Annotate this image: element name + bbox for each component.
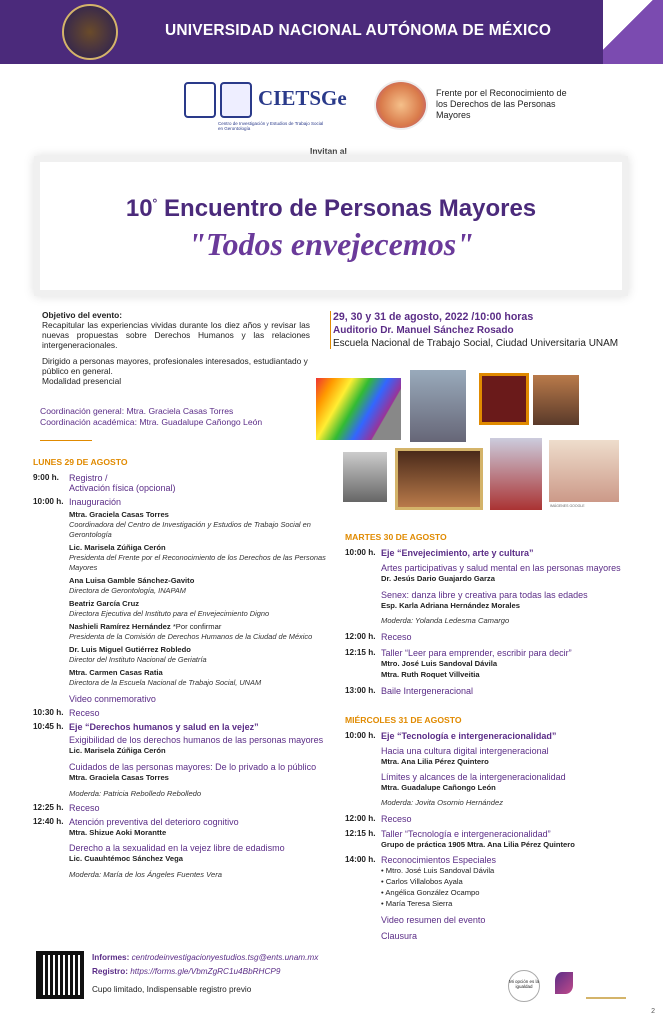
photo-rainbow-flag xyxy=(316,378,401,440)
objective-label: Objetivo del evento: xyxy=(42,310,123,320)
list-item: 13:00 h. Baile Intergeneracional xyxy=(345,686,474,696)
photo-woman-smile xyxy=(533,375,579,425)
list-item: 12:15 h. Taller “Leer para emprender, escribir para decir” Mtro. José Luis Sandoval Dávila Mtra. Ruth Roquet Villveitia xyxy=(345,648,572,679)
objective-text: Recapitular las experiencias vividas durante los diez años y revisar las nuevas propuestas sobre Derechos Humanos y las relaciones intergeneracionales. xyxy=(42,320,310,350)
day1-title: LUNES 29 DE AGOSTO xyxy=(33,457,128,467)
photo-credit: IMÁGENES GOOGLE xyxy=(550,504,585,508)
ents-logo-icon xyxy=(220,82,252,118)
university-title: UNIVERSIDAD NACIONAL AUTÓNOMA DE MÉXICO xyxy=(165,22,552,39)
event-dates: 29, 30 y 31 de agosto, 2022 /10:00 horas xyxy=(333,311,534,323)
list-item: 10:00 h. Inauguración Mtra. Graciela Casas Torres Coordinadora del Centro de Investigación y Estudios de Trabajo Social en Gerontología Lic. Marisela Zúñiga Cerón Presidenta del Frente por el Reconocimiento de los Derechos de las Personas Mayores Ana Luisa Gamble Sánchez-Gavito Directora de Gerontología, INAPAM Beatriz García Cruz Directora Ejecutiva del Instituto para el Envejecimiento Digno Nashieli Ramírez Hernández *Por confirmar Presidenta de la Comisión de Derechos Humanos de la Ciudad de México Dr. Luis Miguel Gutiérrez Robledo Director del Instituto Nacional de Geriatría Mtra. Carmen Casas Ratia Directora de la Escuela Nacional de Trabajo Social, UNAM Video conmemorativo xyxy=(33,497,326,704)
unam-logo-icon xyxy=(184,82,216,118)
photo-couple xyxy=(549,440,619,502)
day2-schedule xyxy=(345,532,635,700)
frente-logo-icon xyxy=(374,80,428,130)
coordination xyxy=(40,406,262,428)
institution-logo-icon xyxy=(586,975,626,999)
modality-text: Modalidad presencial xyxy=(42,376,122,386)
event-school: Escuela Nacional de Trabajo Social, Ciudad Universitaria UNAM xyxy=(333,338,619,349)
event-info xyxy=(333,311,633,350)
info-email[interactable]: centrodeinvestigacionyestudios.tsg@ents.unam.mx xyxy=(129,953,319,962)
coord-general-label: Coordinación general: xyxy=(40,406,125,416)
day3-schedule xyxy=(345,715,635,945)
qr-code-icon[interactable] xyxy=(36,951,84,999)
photo-runner xyxy=(410,370,466,442)
cietsge-logo-text: CIETSGe xyxy=(258,86,347,110)
day1-schedule xyxy=(33,457,333,884)
list-item: 10:00 h. Eje “Tecnología e intergeneracionalidad” Hacia una cultura digital intergeneracional Mtra. Ana Lilia Pérez Quintero Límites y alcances de la intergeneracionalidad Mtra. Guadalupe Cañongo León Moderda: Jovita Osornio Hernández xyxy=(345,731,566,807)
event-tagline: "Todos envejecemos" xyxy=(188,226,474,262)
list-item: 14:00 h. Reconocimientos Especiales • Mtro. José Luis Sandoval Dávila • Carlos Villalobos Ayala • Angélica González Ocampo • María Teresa Sierra Video resumen del evento Clausura xyxy=(345,855,497,941)
header-banner xyxy=(0,0,663,64)
event-title: 10° Encuentro de Personas Mayores xyxy=(125,195,537,222)
footer-info xyxy=(92,951,318,997)
photo-old-man xyxy=(343,452,387,502)
list-item: 10:30 h. Receso xyxy=(33,708,100,718)
list-item: 12:00 h. Receso xyxy=(345,814,412,824)
photo-woman-dark xyxy=(395,448,483,510)
hummingbird-logo-icon xyxy=(555,972,573,994)
cietsge-subtitle: Centro de Investigación y Estudios de Trabajo Social en Gerontología xyxy=(218,121,324,131)
header-stripe xyxy=(603,0,663,64)
photo-woman-red xyxy=(479,373,529,425)
title-box xyxy=(40,162,622,290)
unam-seal-icon xyxy=(62,4,118,60)
list-item: 12:00 h. Receso xyxy=(345,632,412,642)
list-item: 12:15 h. Taller “Tecnología e intergeneracionalidad” Grupo de práctica 1905 Mtra. Ana Lilia Pérez Quintero xyxy=(345,829,575,849)
info-label: Informes: xyxy=(92,953,130,962)
list-item: 12:40 h. Atención preventiva del deterioro cognitivo Mtra. Shizue Aoki Morantte Derecho a la sexualidad en la vejez libre de edadismo Lic. Cuauhtémoc Sánchez Vega Moderda: María de los Ángeles Fuentes Vera xyxy=(33,817,285,879)
invitation-label: Invitan al xyxy=(310,146,347,156)
registration-label: Registro: xyxy=(92,967,128,976)
coord-general: Mtra. Graciela Casas Torres xyxy=(124,406,234,416)
list-item: 10:45 h. Eje “Derechos humanos y salud en la vejez” Exigibilidad de los derechos humanos de las personas mayores Lic. Marisela Zúñiga Cerón Cuidados de las personas mayores: De lo privado a lo público Mtra. Graciela Casas Torres Moderda: Patricia Rebolledo Rebolledo xyxy=(33,722,324,798)
photo-dancers xyxy=(490,438,542,510)
list-item: 9:00 h. Registro / Activación física (opcional) xyxy=(33,473,176,493)
info-bar xyxy=(330,311,331,349)
objective-section xyxy=(42,310,310,386)
day2-title: MARTES 30 DE AGOSTO xyxy=(345,532,447,542)
registration-link[interactable]: https://forms.gle/VbmZgRC1u4BbRHCP9 xyxy=(127,967,281,976)
divider xyxy=(40,440,92,441)
audience-text: Dirigido a personas mayores, profesionales interesados, estudiantado y público en general. xyxy=(42,356,308,376)
list-item: 10:00 h. Eje “Envejecimiento, arte y cultura” Artes participativas y salud mental en las personas mayores Dr. Jesús Dario Guajardo Garza Senex: danza libre y creativa para todas las edades Esp. Karla Adriana Hernández Morales Moderda: Yolanda Ledesma Camargo xyxy=(345,548,621,625)
day3-title: MIÉRCOLES 31 DE AGOSTO xyxy=(345,715,462,725)
equality-logo: Mi opción es la igualdad xyxy=(508,970,540,1002)
list-item: 12:25 h. Receso xyxy=(33,803,100,813)
coord-academic-label: Coordinación académica: xyxy=(40,417,137,427)
frente-name: Frente por el Reconocimiento de los Derechos de las Personas Mayores xyxy=(436,88,567,120)
coord-academic: Mtra. Guadalupe Cañongo León xyxy=(136,417,263,427)
page-number: 2 xyxy=(651,1008,655,1015)
event-venue: Auditorio Dr. Manuel Sánchez Rosado xyxy=(333,325,514,336)
capacity-note: Cupo limitado, Indispensable registro previo xyxy=(92,985,252,994)
